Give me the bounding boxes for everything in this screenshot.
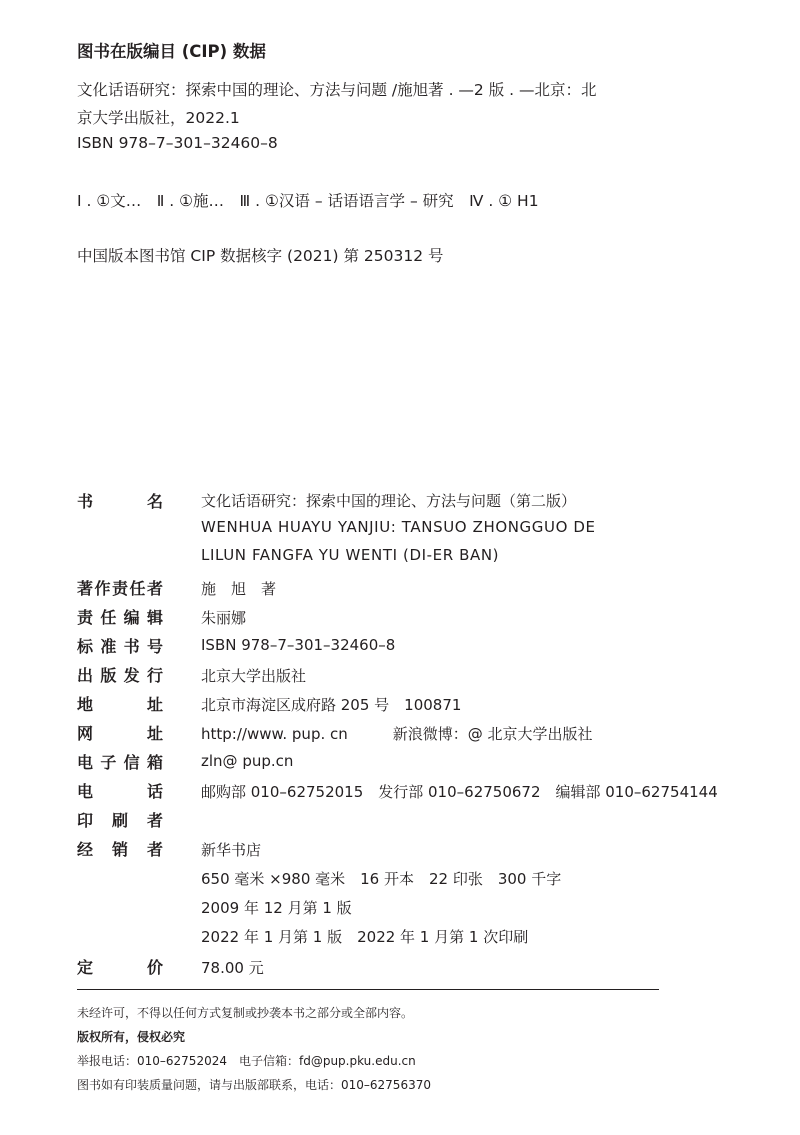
website: http://www. pup. cn 新浪微博：@ 北京大学出版社 <box>201 725 593 743</box>
label-website-char-2: 址 <box>146 724 163 743</box>
cip-record-number: 中国版本图书馆 CIP 数据核字 (2021) 第 250312 号 <box>77 247 444 265</box>
label-author-char-2: 作 <box>94 579 111 598</box>
label-publisher-char-2: 版 <box>100 666 117 685</box>
label-price-char-1: 定 <box>77 958 94 977</box>
label-email <box>77 750 163 773</box>
label-author-char-5: 者 <box>146 579 163 598</box>
report-contact: 举报电话：010–62752024 电子信箱：fd@pup.pku.edu.cn <box>77 1054 416 1068</box>
label-price <box>77 955 163 978</box>
label-editor-char-4: 辑 <box>146 608 163 627</box>
editor: 朱丽娜 <box>201 609 247 627</box>
price: 78.00 元 <box>201 959 264 977</box>
book-title-pinyin-2: LILUN FANGFA YU WENTI (DI-ER BAN) <box>201 546 500 564</box>
publisher: 北京大学出版社 <box>201 667 307 685</box>
current-edition: 2022 年 1 月第 1 版 2022 年 1 月第 1 次印刷 <box>201 928 529 946</box>
label-website <box>77 721 163 744</box>
label-distributor <box>77 837 163 860</box>
author: 施 旭 著 <box>201 580 277 598</box>
cip-entry-line-1: 文化话语研究：探索中国的理论、方法与问题 /施旭著 . —2 版 . —北京：北 <box>77 81 597 99</box>
distributor: 新华书店 <box>201 841 262 859</box>
label-website-char-1: 网 <box>77 724 94 743</box>
label-isbn-char-2: 准 <box>100 637 117 656</box>
label-email-char-4: 箱 <box>146 753 163 772</box>
email: zln@ pup.cn <box>201 752 294 770</box>
phone-numbers: 邮购部 010–62752015 发行部 010–62750672 编辑部 010–62754144 <box>201 783 718 801</box>
isbn: ISBN 978–7–301–32460–8 <box>201 636 396 654</box>
label-editor-char-2: 任 <box>100 608 117 627</box>
label-publisher <box>77 663 163 686</box>
label-isbn-char-3: 书 <box>123 637 140 656</box>
label-publisher-char-3: 发 <box>123 666 140 685</box>
label-email-char-1: 电 <box>77 753 94 772</box>
label-distributor-char-1: 经 <box>77 840 94 859</box>
divider-line <box>77 989 659 990</box>
label-email-char-3: 信 <box>123 753 140 772</box>
cip-heading: 图书在版编目 (CIP) 数据 <box>77 42 266 61</box>
cip-subjects: Ⅰ . ①文… Ⅱ . ①施… Ⅲ . ①汉语 – 话语语言学 – 研究 Ⅳ . ① H1 <box>77 192 539 210</box>
label-price-char-2: 价 <box>146 958 163 977</box>
rights-notice: 版权所有，侵权必究 <box>77 1030 186 1044</box>
copy-notice: 未经许可，不得以任何方式复制或抄袭本书之部分或全部内容。 <box>77 1006 414 1020</box>
address: 北京市海淀区成府路 205 号 100871 <box>201 696 462 714</box>
book-title-pinyin-1: WENHUA HUAYU YANJIU: TANSUO ZHONGGUO DE <box>201 518 596 536</box>
label-phone-char-1: 电 <box>77 782 94 801</box>
label-isbn-char-4: 号 <box>146 637 163 656</box>
book-title-cn: 文化话语研究：探索中国的理论、方法与问题（第二版） <box>201 492 577 510</box>
label-address <box>77 692 163 715</box>
first-edition: 2009 年 12 月第 1 版 <box>201 899 352 917</box>
label-isbn-char-1: 标 <box>77 637 94 656</box>
label-editor <box>77 605 163 628</box>
label-printer <box>77 808 163 831</box>
label-distributor-char-2: 销 <box>111 840 128 859</box>
label-editor-char-1: 责 <box>77 608 94 627</box>
cip-isbn: ISBN 978–7–301–32460–8 <box>77 134 278 152</box>
label-email-char-2: 子 <box>100 753 117 772</box>
label-editor-char-3: 编 <box>123 608 140 627</box>
label-address-char-1: 地 <box>77 695 94 714</box>
book-spec: 650 毫米 ×980 毫米 16 开本 22 印张 300 千字 <box>201 870 562 888</box>
label-author <box>77 576 163 599</box>
label-title-char-1: 书 <box>77 492 94 511</box>
label-title-char-2: 名 <box>146 492 163 511</box>
cip-entry-line-2: 京大学出版社，2022.1 <box>77 109 240 127</box>
label-printer-char-1: 印 <box>77 811 94 830</box>
label-phone <box>77 779 163 802</box>
label-printer-char-3: 者 <box>146 811 163 830</box>
label-address-char-2: 址 <box>146 695 163 714</box>
label-distributor-char-3: 者 <box>146 840 163 859</box>
label-author-char-1: 著 <box>77 579 94 598</box>
label-publisher-char-4: 行 <box>146 666 163 685</box>
label-printer-char-2: 刷 <box>111 811 128 830</box>
quality-contact: 图书如有印装质量问题，请与出版部联系，电话：010–62756370 <box>77 1078 431 1092</box>
label-publisher-char-1: 出 <box>77 666 94 685</box>
label-isbn <box>77 634 163 657</box>
label-phone-char-2: 话 <box>146 782 163 801</box>
label-author-char-4: 任 <box>129 579 146 598</box>
label-author-char-3: 责 <box>111 579 128 598</box>
label-title <box>77 489 163 512</box>
